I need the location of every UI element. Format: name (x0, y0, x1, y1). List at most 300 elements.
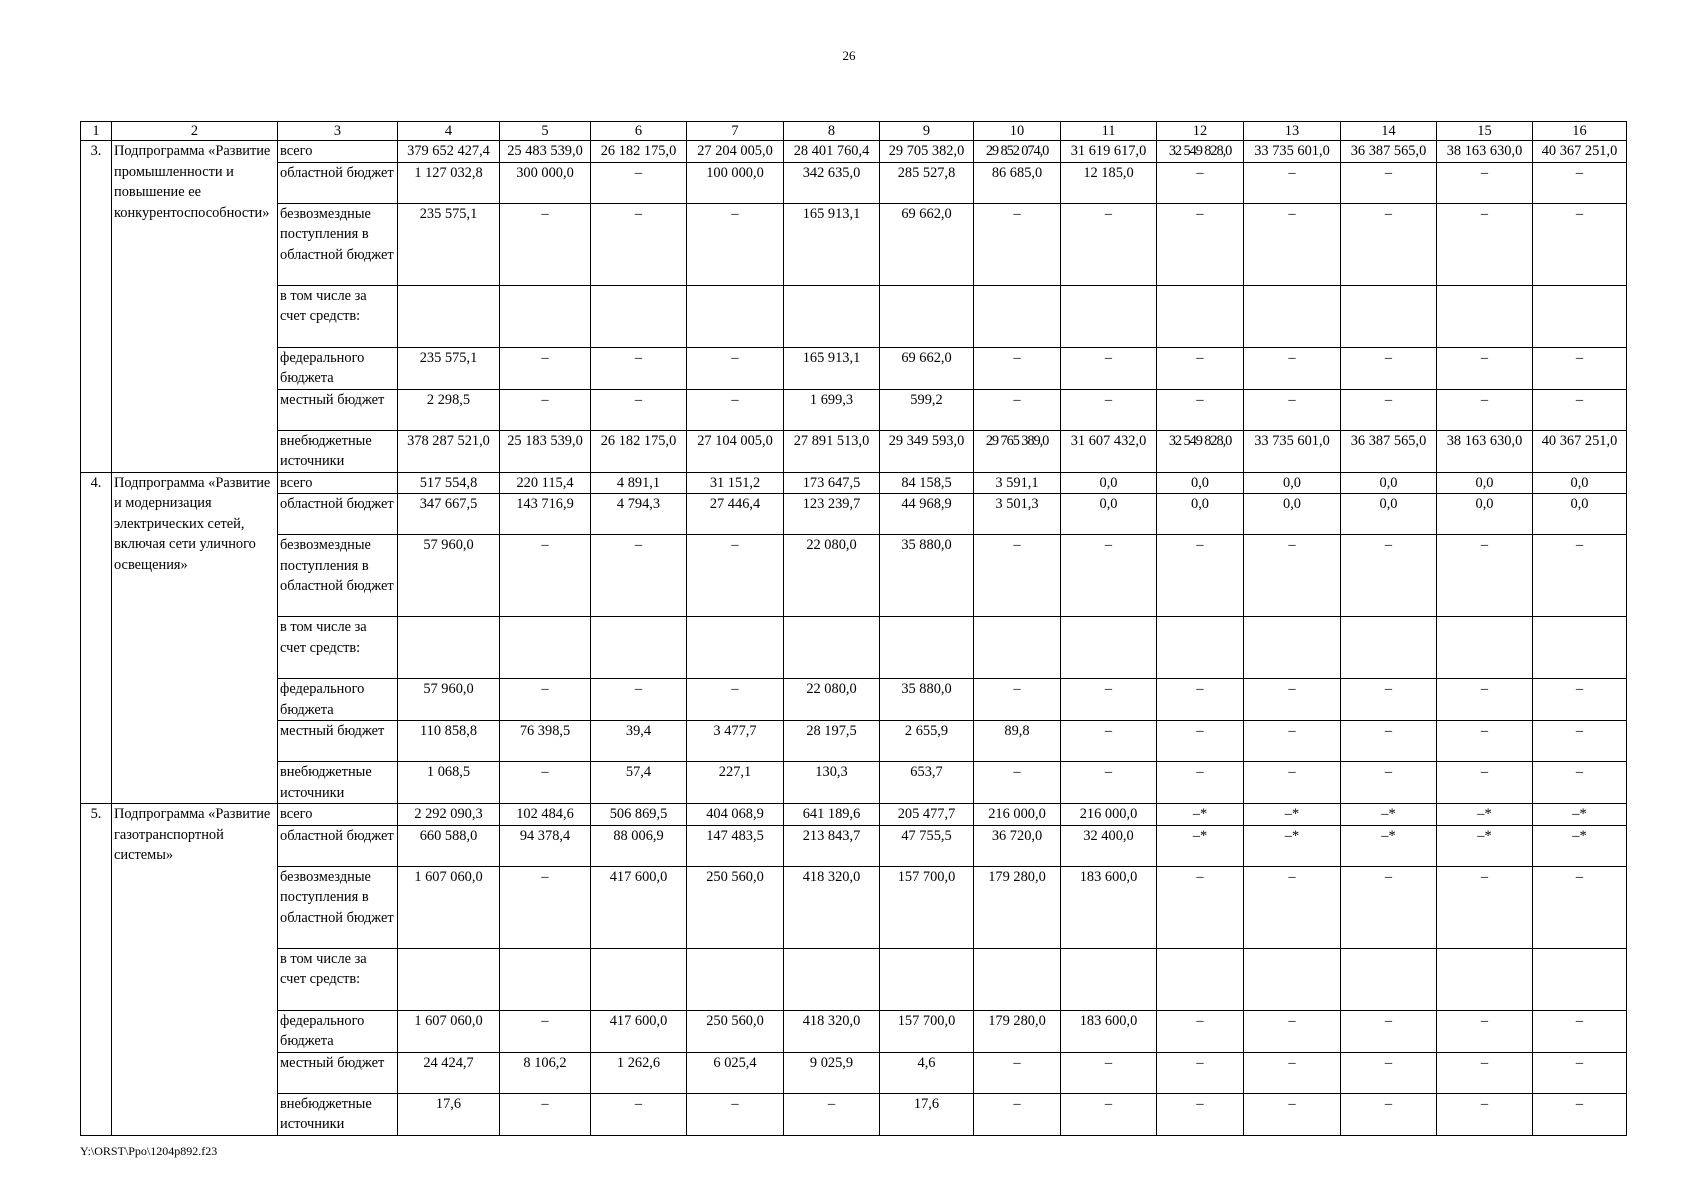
value-cell: – (687, 389, 784, 430)
value-cell: – (500, 762, 591, 804)
value-cell: – (1341, 679, 1437, 721)
value-cell: 0,0 (1437, 472, 1533, 494)
value-cell: –* (1157, 825, 1244, 866)
value-cell: 69 662,0 (880, 203, 974, 285)
funding-source-label: в том числе за счет средств: (278, 948, 398, 1010)
value-cell: – (974, 347, 1061, 389)
value-cell: 6 025,4 (687, 1052, 784, 1093)
value-cell (1437, 948, 1533, 1010)
value-cell (591, 617, 687, 679)
value-cell: 285 527,8 (880, 162, 974, 203)
funding-source-label: безвозмездные поступления в областной бюджет (278, 203, 398, 285)
value-cell: – (500, 1010, 591, 1052)
value-cell: – (1341, 389, 1437, 430)
header-cell: 10 (974, 122, 1061, 141)
funding-source-label: местный бюджет (278, 389, 398, 430)
value-cell: 35 880,0 (880, 679, 974, 721)
value-cell (1244, 948, 1341, 1010)
value-cell: 39,4 (591, 721, 687, 762)
value-cell (1533, 285, 1627, 347)
table-row (81, 1010, 1627, 1052)
value-cell: –* (1437, 825, 1533, 866)
value-cell: – (1437, 721, 1533, 762)
value-cell: – (1533, 347, 1627, 389)
value-cell: – (500, 679, 591, 721)
value-cell: 17,6 (398, 1093, 500, 1135)
value-cell: 205 477,7 (880, 804, 974, 826)
value-cell: –* (1244, 825, 1341, 866)
value-cell: 4 794,3 (591, 494, 687, 535)
value-cell: 31 607 432,0 (1061, 430, 1157, 472)
value-cell: – (1341, 347, 1437, 389)
value-cell (1437, 617, 1533, 679)
value-cell: –* (1533, 825, 1627, 866)
value-cell (1061, 617, 1157, 679)
value-cell: 25 183 539,0 (500, 430, 591, 472)
value-cell: 57 960,0 (398, 679, 500, 721)
value-cell: 2 298,5 (398, 389, 500, 430)
value-cell: 517 554,8 (398, 472, 500, 494)
value-cell: – (1244, 347, 1341, 389)
value-cell: – (1157, 203, 1244, 285)
value-cell: 1 607 060,0 (398, 1010, 500, 1052)
value-cell (784, 617, 880, 679)
value-cell: 32 549 828,0 (1157, 430, 1244, 472)
value-cell: 69 662,0 (880, 347, 974, 389)
funding-source-label: безвозмездные поступления в областной бюджет (278, 535, 398, 617)
value-cell: – (687, 535, 784, 617)
value-cell: 506 869,5 (591, 804, 687, 826)
value-cell (1061, 285, 1157, 347)
value-cell (1533, 948, 1627, 1010)
table-row (81, 1052, 1627, 1093)
value-cell: 35 880,0 (880, 535, 974, 617)
value-cell (398, 617, 500, 679)
value-cell: 57 960,0 (398, 535, 500, 617)
value-cell: – (974, 389, 1061, 430)
value-cell: 12 185,0 (1061, 162, 1157, 203)
value-cell: – (1244, 1010, 1341, 1052)
value-cell: 89,8 (974, 721, 1061, 762)
value-cell: 417 600,0 (591, 866, 687, 948)
value-cell: 220 115,4 (500, 472, 591, 494)
value-cell: – (687, 347, 784, 389)
funding-source-label: областной бюджет (278, 494, 398, 535)
value-cell: 179 280,0 (974, 866, 1061, 948)
value-cell: – (687, 1093, 784, 1135)
value-cell: – (1341, 762, 1437, 804)
value-cell: – (1061, 203, 1157, 285)
value-cell: 25 483 539,0 (500, 141, 591, 163)
value-cell: – (1437, 162, 1533, 203)
value-cell: 8 106,2 (500, 1052, 591, 1093)
header-cell: 1 (81, 122, 112, 141)
value-cell: 235 575,1 (398, 347, 500, 389)
value-cell: – (1244, 162, 1341, 203)
value-cell: – (1157, 1010, 1244, 1052)
value-cell: 179 280,0 (974, 1010, 1061, 1052)
funding-source-label: всего (278, 141, 398, 163)
value-cell: 235 575,1 (398, 203, 500, 285)
value-cell: 40 367 251,0 (1533, 141, 1627, 163)
value-cell (974, 617, 1061, 679)
section-number: 5. (81, 804, 112, 1136)
value-cell: 641 189,6 (784, 804, 880, 826)
value-cell: 599,2 (880, 389, 974, 430)
value-cell (500, 617, 591, 679)
value-cell: – (1533, 1010, 1627, 1052)
header-cell: 5 (500, 122, 591, 141)
header-cell: 16 (1533, 122, 1627, 141)
value-cell: – (1437, 535, 1533, 617)
value-cell: – (500, 1093, 591, 1135)
value-cell: 27 446,4 (687, 494, 784, 535)
value-cell: 213 843,7 (784, 825, 880, 866)
value-cell (1244, 617, 1341, 679)
value-cell: – (1533, 721, 1627, 762)
value-cell: – (591, 389, 687, 430)
table-row (81, 285, 1627, 347)
value-cell: 29 852 074,0 (974, 141, 1061, 163)
value-cell: – (974, 762, 1061, 804)
value-cell: 44 968,9 (880, 494, 974, 535)
value-cell: 1 699,3 (784, 389, 880, 430)
funding-source-label: безвозмездные поступления в областной бюджет (278, 866, 398, 948)
value-cell: 86 685,0 (974, 162, 1061, 203)
value-cell: – (591, 162, 687, 203)
value-cell: 57,4 (591, 762, 687, 804)
value-cell: 404 068,9 (687, 804, 784, 826)
value-cell: – (1437, 762, 1533, 804)
value-cell: – (1061, 1093, 1157, 1135)
value-cell: 0,0 (1061, 472, 1157, 494)
value-cell (500, 948, 591, 1010)
value-cell: 0,0 (1244, 472, 1341, 494)
value-cell: 0,0 (1341, 472, 1437, 494)
header-cell: 9 (880, 122, 974, 141)
value-cell: – (1061, 535, 1157, 617)
table-row (81, 535, 1627, 617)
value-cell (1533, 617, 1627, 679)
value-cell: 0,0 (1533, 472, 1627, 494)
value-cell (974, 285, 1061, 347)
funding-source-label: в том числе за счет средств: (278, 617, 398, 679)
value-cell: 22 080,0 (784, 679, 880, 721)
value-cell: – (1533, 762, 1627, 804)
value-cell (500, 285, 591, 347)
value-cell: 9 025,9 (784, 1052, 880, 1093)
value-cell (687, 617, 784, 679)
value-cell (784, 948, 880, 1010)
value-cell: – (591, 535, 687, 617)
subprogram-title: Подпрограмма «Развитие и модернизация электрических сетей, включая сети уличного освещения» (112, 472, 278, 804)
value-cell: – (1437, 866, 1533, 948)
value-cell: 0,0 (1437, 494, 1533, 535)
value-cell: 38 163 630,0 (1437, 141, 1533, 163)
value-cell: – (1437, 347, 1533, 389)
value-cell: 417 600,0 (591, 1010, 687, 1052)
value-cell: – (1437, 1052, 1533, 1093)
value-cell: – (591, 679, 687, 721)
value-cell: 3 501,3 (974, 494, 1061, 535)
value-cell: – (500, 389, 591, 430)
value-cell: 94 378,4 (500, 825, 591, 866)
header-cell: 7 (687, 122, 784, 141)
value-cell: – (687, 679, 784, 721)
value-cell: – (1157, 535, 1244, 617)
value-cell: 0,0 (1061, 494, 1157, 535)
value-cell: 88 006,9 (591, 825, 687, 866)
value-cell (1341, 948, 1437, 1010)
value-cell: – (1437, 203, 1533, 285)
value-cell: – (1341, 1052, 1437, 1093)
value-cell (1341, 617, 1437, 679)
value-cell: – (1157, 1052, 1244, 1093)
table-row (81, 347, 1627, 389)
value-cell: – (1341, 203, 1437, 285)
value-cell: – (500, 203, 591, 285)
value-cell (1157, 948, 1244, 1010)
value-cell: 110 858,8 (398, 721, 500, 762)
value-cell: 378 287 521,0 (398, 430, 500, 472)
value-cell: – (1244, 1093, 1341, 1135)
footer-file-path: Y:\ORST\Ppo\1204p892.f23 (80, 1144, 218, 1158)
subprogram-title: Подпрограмма «Развитие промышленности и повышение ее конкурентоспособности» (112, 141, 278, 473)
value-cell: – (974, 1093, 1061, 1135)
value-cell: 29 705 382,0 (880, 141, 974, 163)
header-cell: 8 (784, 122, 880, 141)
table-row (81, 389, 1627, 430)
value-cell: 17,6 (880, 1093, 974, 1135)
value-cell: – (1157, 866, 1244, 948)
budget-table (80, 121, 1627, 1136)
value-cell: – (1533, 162, 1627, 203)
value-cell: – (1533, 203, 1627, 285)
value-cell: – (1533, 389, 1627, 430)
value-cell: – (1533, 535, 1627, 617)
value-cell: – (500, 866, 591, 948)
table-row (81, 430, 1627, 472)
value-cell (1244, 285, 1341, 347)
value-cell: –* (1341, 804, 1437, 826)
value-cell: 183 600,0 (1061, 1010, 1157, 1052)
value-cell (398, 285, 500, 347)
value-cell: – (974, 203, 1061, 285)
value-cell: 1 068,5 (398, 762, 500, 804)
value-cell: – (1061, 762, 1157, 804)
value-cell: – (1157, 162, 1244, 203)
value-cell: – (1437, 679, 1533, 721)
value-cell: – (974, 1052, 1061, 1093)
value-cell (591, 948, 687, 1010)
value-cell: 165 913,1 (784, 347, 880, 389)
value-cell: 157 700,0 (880, 1010, 974, 1052)
value-cell (1157, 617, 1244, 679)
table-row (81, 203, 1627, 285)
value-cell: – (1437, 1010, 1533, 1052)
value-cell: 173 647,5 (784, 472, 880, 494)
value-cell: 0,0 (1157, 472, 1244, 494)
value-cell: 31 619 617,0 (1061, 141, 1157, 163)
value-cell: –* (1244, 804, 1341, 826)
value-cell: – (1533, 866, 1627, 948)
table-row (81, 762, 1627, 804)
header-cell: 13 (1244, 122, 1341, 141)
header-row (81, 122, 1627, 141)
value-cell: 36 387 565,0 (1341, 141, 1437, 163)
value-cell: – (1157, 389, 1244, 430)
value-cell: 3 591,1 (974, 472, 1061, 494)
header-cell: 3 (278, 122, 398, 141)
table-row (81, 1093, 1627, 1135)
value-cell: 157 700,0 (880, 866, 974, 948)
value-cell (398, 948, 500, 1010)
funding-source-label: внебюджетные источники (278, 762, 398, 804)
value-cell: 3 477,7 (687, 721, 784, 762)
value-cell: – (1061, 679, 1157, 721)
value-cell: 418 320,0 (784, 866, 880, 948)
value-cell: – (1533, 679, 1627, 721)
value-cell: – (1341, 1093, 1437, 1135)
value-cell: – (500, 347, 591, 389)
value-cell: 0,0 (1244, 494, 1341, 535)
value-cell: – (1341, 721, 1437, 762)
value-cell: –* (1341, 825, 1437, 866)
funding-source-label: местный бюджет (278, 721, 398, 762)
value-cell: 32 549 828,0 (1157, 141, 1244, 163)
value-cell: 143 716,9 (500, 494, 591, 535)
header-cell: 15 (1437, 122, 1533, 141)
value-cell: – (1061, 1052, 1157, 1093)
value-cell (880, 285, 974, 347)
value-cell: 250 560,0 (687, 1010, 784, 1052)
value-cell: – (1244, 535, 1341, 617)
value-cell: – (1061, 347, 1157, 389)
value-cell: – (591, 203, 687, 285)
value-cell (784, 285, 880, 347)
funding-source-label: федерального бюджета (278, 347, 398, 389)
funding-source-label: в том числе за счет средств: (278, 285, 398, 347)
value-cell: 347 667,5 (398, 494, 500, 535)
funding-source-label: всего (278, 472, 398, 494)
value-cell: 379 652 427,4 (398, 141, 500, 163)
value-cell: – (591, 347, 687, 389)
value-cell: – (1437, 389, 1533, 430)
value-cell: –* (1437, 804, 1533, 826)
table-row (81, 679, 1627, 721)
value-cell: – (784, 1093, 880, 1135)
value-cell: 216 000,0 (1061, 804, 1157, 826)
value-cell: 2 655,9 (880, 721, 974, 762)
value-cell: 31 151,2 (687, 472, 784, 494)
value-cell: – (1061, 721, 1157, 762)
value-cell: – (1157, 679, 1244, 721)
value-cell: 216 000,0 (974, 804, 1061, 826)
funding-source-label: областной бюджет (278, 825, 398, 866)
value-cell: 2 292 090,3 (398, 804, 500, 826)
value-cell: 4 891,1 (591, 472, 687, 494)
value-cell: – (1244, 762, 1341, 804)
value-cell: 250 560,0 (687, 866, 784, 948)
value-cell: 0,0 (1341, 494, 1437, 535)
value-cell (1157, 285, 1244, 347)
value-cell: 36 387 565,0 (1341, 430, 1437, 472)
value-cell: – (1157, 347, 1244, 389)
value-cell: – (591, 1093, 687, 1135)
value-cell: 29 765 389,0 (974, 430, 1061, 472)
value-cell: 84 158,5 (880, 472, 974, 494)
funding-source-label: областной бюджет (278, 162, 398, 203)
value-cell: – (1341, 162, 1437, 203)
value-cell (880, 617, 974, 679)
funding-source-label: внебюджетные источники (278, 1093, 398, 1135)
value-cell: 33 735 601,0 (1244, 141, 1341, 163)
value-cell: 24 424,7 (398, 1052, 500, 1093)
value-cell: 147 483,5 (687, 825, 784, 866)
value-cell: 27 104 005,0 (687, 430, 784, 472)
value-cell: 38 163 630,0 (1437, 430, 1533, 472)
value-cell: 165 913,1 (784, 203, 880, 285)
value-cell: 36 720,0 (974, 825, 1061, 866)
value-cell: –* (1157, 804, 1244, 826)
value-cell: 0,0 (1157, 494, 1244, 535)
value-cell: 100 000,0 (687, 162, 784, 203)
value-cell: 653,7 (880, 762, 974, 804)
value-cell: 76 398,5 (500, 721, 591, 762)
value-cell: 28 197,5 (784, 721, 880, 762)
value-cell (687, 948, 784, 1010)
value-cell: – (1244, 203, 1341, 285)
table-row (81, 472, 1627, 494)
header-cell: 11 (1061, 122, 1157, 141)
value-cell (1061, 948, 1157, 1010)
value-cell: 26 182 175,0 (591, 141, 687, 163)
value-cell: – (1157, 762, 1244, 804)
header-cell: 14 (1341, 122, 1437, 141)
table-row (81, 494, 1627, 535)
value-cell: – (1341, 866, 1437, 948)
header-cell: 2 (112, 122, 278, 141)
value-cell: 342 635,0 (784, 162, 880, 203)
table-row (81, 617, 1627, 679)
value-cell (974, 948, 1061, 1010)
value-cell: 300 000,0 (500, 162, 591, 203)
table-row (81, 162, 1627, 203)
value-cell: 27 891 513,0 (784, 430, 880, 472)
value-cell: – (1437, 1093, 1533, 1135)
value-cell: 660 588,0 (398, 825, 500, 866)
value-cell: 29 349 593,0 (880, 430, 974, 472)
section-number: 4. (81, 472, 112, 804)
value-cell: – (1533, 1052, 1627, 1093)
table-row (81, 948, 1627, 1010)
subprogram-title: Подпрограмма «Развитие газотранспортной системы» (112, 804, 278, 1136)
header-cell: 6 (591, 122, 687, 141)
value-cell: 1 262,6 (591, 1052, 687, 1093)
value-cell: 32 400,0 (1061, 825, 1157, 866)
funding-source-label: всего (278, 804, 398, 826)
value-cell: 27 204 005,0 (687, 141, 784, 163)
value-cell: 0,0 (1533, 494, 1627, 535)
value-cell: –* (1533, 804, 1627, 826)
value-cell: 22 080,0 (784, 535, 880, 617)
value-cell: – (1157, 1093, 1244, 1135)
table-row (81, 804, 1627, 826)
value-cell: 1 127 032,8 (398, 162, 500, 203)
value-cell: 47 755,5 (880, 825, 974, 866)
value-cell (880, 948, 974, 1010)
value-cell: – (1244, 389, 1341, 430)
